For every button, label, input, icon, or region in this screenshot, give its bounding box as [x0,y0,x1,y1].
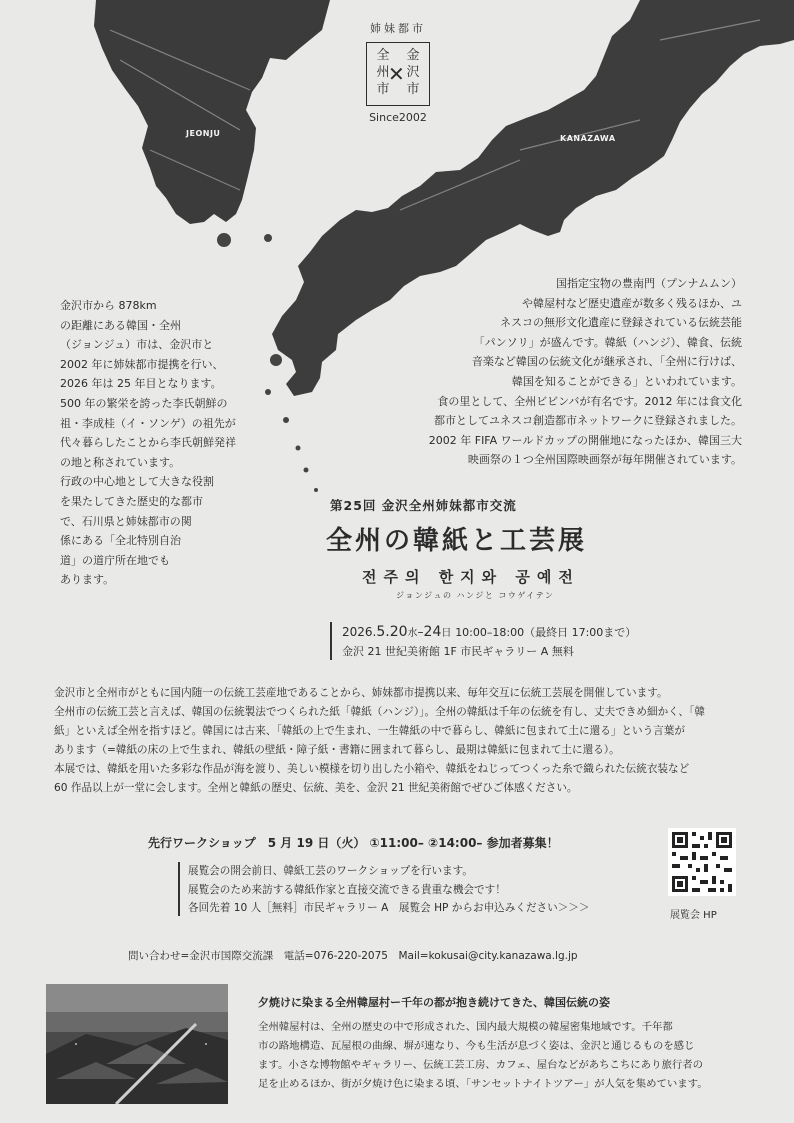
workshop-signup-link[interactable]: 各回先着 10 人［無料］市民ギャラリー A 展覧会 HP からお申込みください＞＞＞ [188,902,590,914]
workshop-details: 展覧会の開会前日、韓紙工芸のワークショップを行います。 展覧会のため来訪する韓紙作家と直接交流できる貴重な機会です！ 各回先着 10 人［無料］市民ギャラリー A 展覧会 HP からお申込みください＞＞＞ [188,862,590,918]
qr-label: 展覧会 HP [670,910,717,921]
cross-icon: ✕ [388,62,405,86]
event-divider [330,622,332,660]
event-date-time: 2026.5.20水–24日 10:00–18:00（最終日 17:00まで） [342,624,637,640]
day-badge: 日 [441,628,452,639]
badge-heading: 姉妹都市 [370,22,426,35]
badge-box [366,42,430,106]
day-badge: 水 [407,628,418,639]
qr-code-icon[interactable] [668,828,736,896]
sister-city-badge [356,20,440,124]
badge-since: Since2002 [369,111,427,124]
kanazawa-label: KANAZAWA [560,134,616,143]
workshop-divider [178,862,180,916]
workshop-title: 先行ワークショップ 5 月 19 日（火） ①11:00– ②14:00– 参加者募集！ [148,836,559,850]
jeonju-culture-text: 国指定宝物の豊南門（プンナムムン） や韓屋村など歴史遺産が数多く残るほか、ユ ネスコの無形文化遺産に登録されている伝統芸能 「パンソリ」が盛んです。韓紙（ハンジ）、韓食、伝統 音楽など韓国の伝統文化が継承され、「全州に行けば、 韓国を知ることができる」といわれています。 食の里として、全州ビビンバが有名です。2012 年には食文化 都市としてユネスコ創造都市ネットワークに登録されました。 2002 年 FIFA ワールドカップの開催地になったほか、韓国三大 映画祭の１つ全州国際映画祭が毎年開催されています。 [428,277,742,467]
korean-peninsula [94,0,330,224]
exhibition-description: 金沢市と全州市がともに国内随一の伝統工芸産地であることから、姉妹都市提携以来、毎年交互に伝統工芸展を開催しています。 全州市の伝統工芸と言えば、韓国の伝統製法でつくられた紙「韓紙（ハンジ）」。全州の韓紙は千年の伝統を有し、丈夫できめ細かく、「韓 紙」といえば全州を指すほど。韓国には古来、「韓紙の上で生まれ、一生韓紙の中で暮らし、韓紙に包まれて土に還る」という言葉が あります（=韓紙の床の上で生まれ、韓紙の壁紙・障子紙・書籍に囲まれて暮らし、最期は韓紙に包まれて土に還る）。 本展では、韓紙を用いた多彩な作品が海を渡り、美しい模様を切り出した小箱や、韓紙をねじってつくった糸で織られた伝統衣装など 60 作品以上が一堂に会します。全州と韓紙の歴史、伝統、美を、金沢 21 世紀美術館でぜひご体感ください。 [54,687,706,794]
exhibition-title-reading: ジョンジュの ハンジと コウゲイテン [396,591,555,600]
exhibition-title: 全州の韓紙と工芸展 [326,526,588,556]
badge-right-city: 金 沢 市 [406,48,420,97]
jeonju-label: JEONJU [186,129,221,138]
hanok-village-photo [46,984,228,1104]
event-venue: 金沢 21 世紀美術館 1F 市民ギャラリー A 無料 [342,645,574,658]
photo-section-title: 夕焼けに染まる全州韓屋村ー千年の都が抱き続けてきた、韓国伝統の姿 [258,996,610,1009]
exhibition-subtitle: 第25回 金沢全州姉妹都市交流 [330,498,517,513]
jeonju-intro-text: 金沢市から 878km の距離にある韓国・全州 （ジョンジュ）市は、金沢市と 2002 年に姉妹都市提携を行い、 2026 年は 25 年目となります。 500 年の繁栄を誇った李氏朝鮮の 祖・李成桂（イ・ソンゲ）の祖先が 代々暮らしたことから李氏朝鮮発祥 の地と称されています。 行政の中心地として大きな役割 を果たしてきた歴史的な都市 で、石川県と姉妹都市の関 係にある「全北特別自治 道」の道庁所在地でも あります。 [60,299,236,587]
exhibition-title-korean: 전주의 한지와 공예전 [362,568,580,586]
contact-info: 問い合わせ=金沢市国際交流課 電話=076-220-2075 Mail=kokusai@city.kanazawa.lg.jp [128,950,578,962]
photo-section-text: 全州韓屋村は、全州の歴史の中で形成された、国内最大規模の韓屋密集地域です。千年都 市の路地構造、瓦屋根の曲線、塀が連なり、今も生活が息づく姿は、金沢と通じるものを感じ ます。小さな博物館やギャラリー、伝統工芸工房、カフェ、屋台などがあちこちにあり旅行者の 足を止めるほか、街が夕焼け色に染まる頃、「サンセットナイトツアー」が人気を集めています。 [258,1021,708,1090]
badge-left-city: 全 州 市 [376,48,390,97]
